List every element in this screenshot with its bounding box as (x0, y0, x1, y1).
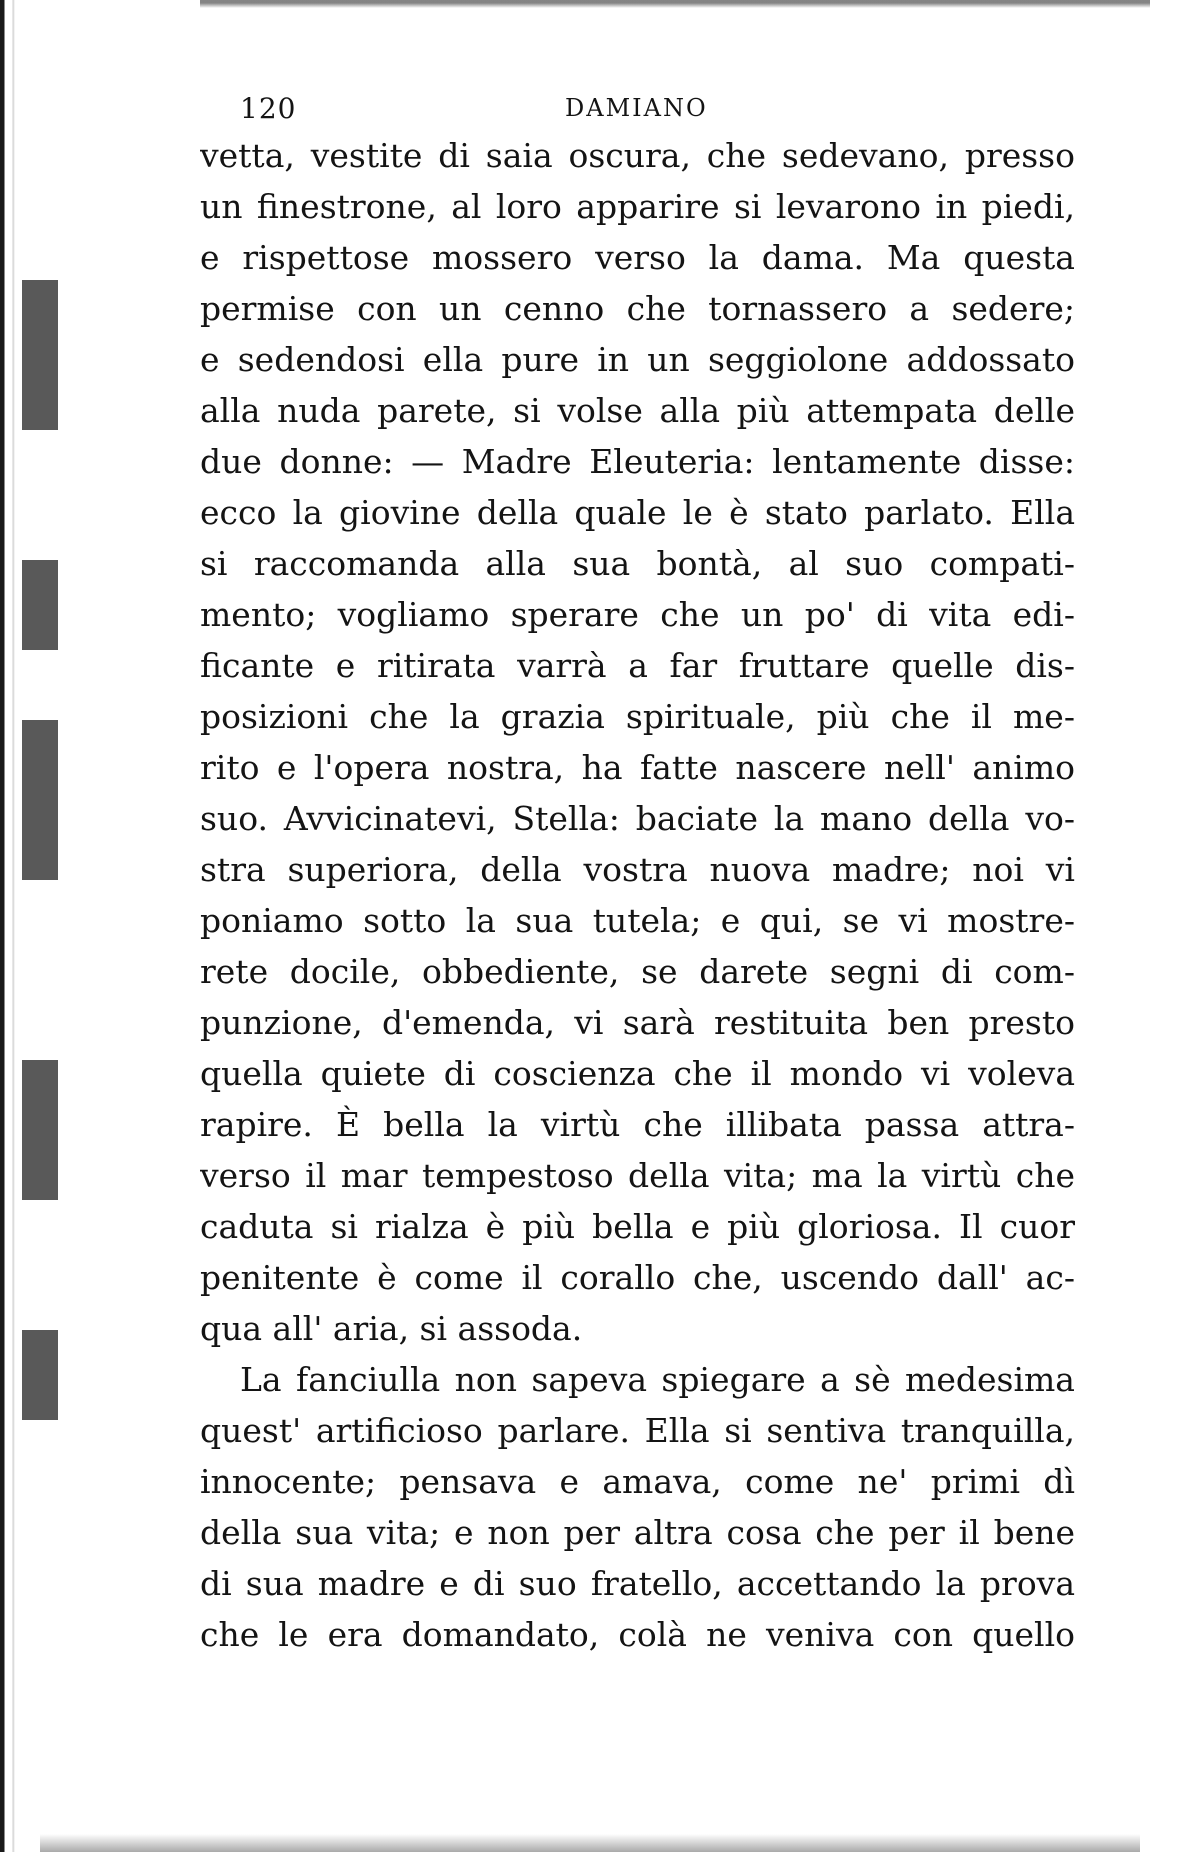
text-line: mento; vogliamo sperare che un po' di vita edi- (200, 595, 1075, 634)
text-line: quest' artificioso parlare. Ella si sentiva tranquilla, (200, 1411, 1075, 1450)
text-line: un finestrone, al loro apparire si levarono in piedi, (200, 187, 1075, 226)
text-line: alla nuda parete, si volse alla più attempata delle (200, 391, 1075, 430)
text-line: di sua madre e di suo fratello, accettando la prova (200, 1564, 1075, 1603)
text-line: rito e l'opera nostra, ha fatte nascere nell' animo (200, 748, 1075, 787)
scan-left-edge (0, 0, 70, 1852)
text-line: verso il mar tempestoso della vita; ma la virtù che (200, 1156, 1075, 1195)
page-number: 120 (240, 92, 297, 125)
text-line: quella quiete di coscienza che il mondo vi voleva (200, 1054, 1075, 1093)
text-line: vetta, vestite di saia oscura, che sedevano, presso (200, 136, 1075, 175)
text-line: innocente; pensava e amava, come ne' primi dì (200, 1462, 1075, 1501)
text-line: posizioni che la grazia spirituale, più che il me- (200, 697, 1075, 736)
text-line: si raccomanda alla sua bontà, al suo compati- (200, 544, 1075, 583)
running-head: DAMIANO (565, 94, 708, 122)
text-line: che le era domandato, colà ne veniva con quello (200, 1615, 1075, 1654)
text-line: qua all' aria, si assoda. (200, 1309, 583, 1348)
text-line: rete docile, obbediente, se darete segni di com- (200, 952, 1075, 991)
text-line: suo. Avvicinatevi, Stella: baciate la mano della vo- (200, 799, 1075, 838)
text-line: due donne: — Madre Eleuteria: lentamente disse: (200, 442, 1075, 481)
text-line: e sedendosi ella pure in un seggiolone addossato (200, 340, 1075, 379)
text-line: della sua vita; e non per altra cosa che per il bene (200, 1513, 1075, 1552)
text-line: punzione, d'emenda, vi sarà restituita ben presto (200, 1003, 1075, 1042)
text-line: caduta si rialza è più bella e più gloriosa. Il cuor (200, 1207, 1075, 1246)
text-line: penitente è come il corallo che, uscendo dall' ac- (200, 1258, 1075, 1297)
text-line: e rispettose mossero verso la dama. Ma questa (200, 238, 1075, 277)
text-line: poniamo sotto la sua tutela; e qui, se vi mostre- (200, 901, 1075, 940)
text-line: permise con un cenno che tornassero a sedere; (200, 289, 1075, 328)
scan-top-edge (200, 0, 1150, 10)
page-header (240, 92, 1070, 132)
text-line: stra superiora, della vostra nuova madre; noi vi (200, 850, 1075, 889)
text-line: La fanciulla non sapeva spiegare a sè medesima (240, 1360, 1075, 1399)
text-line: ecco la giovine della quale le è stato parlato. Ella (200, 493, 1075, 532)
text-line: rapire. È bella la virtù che illibata passa attra- (200, 1105, 1075, 1144)
scan-bottom-edge (40, 1834, 1140, 1852)
text-line: ficante e ritirata varrà a far fruttare quelle dis- (200, 646, 1075, 685)
body-text (200, 130, 1075, 1660)
